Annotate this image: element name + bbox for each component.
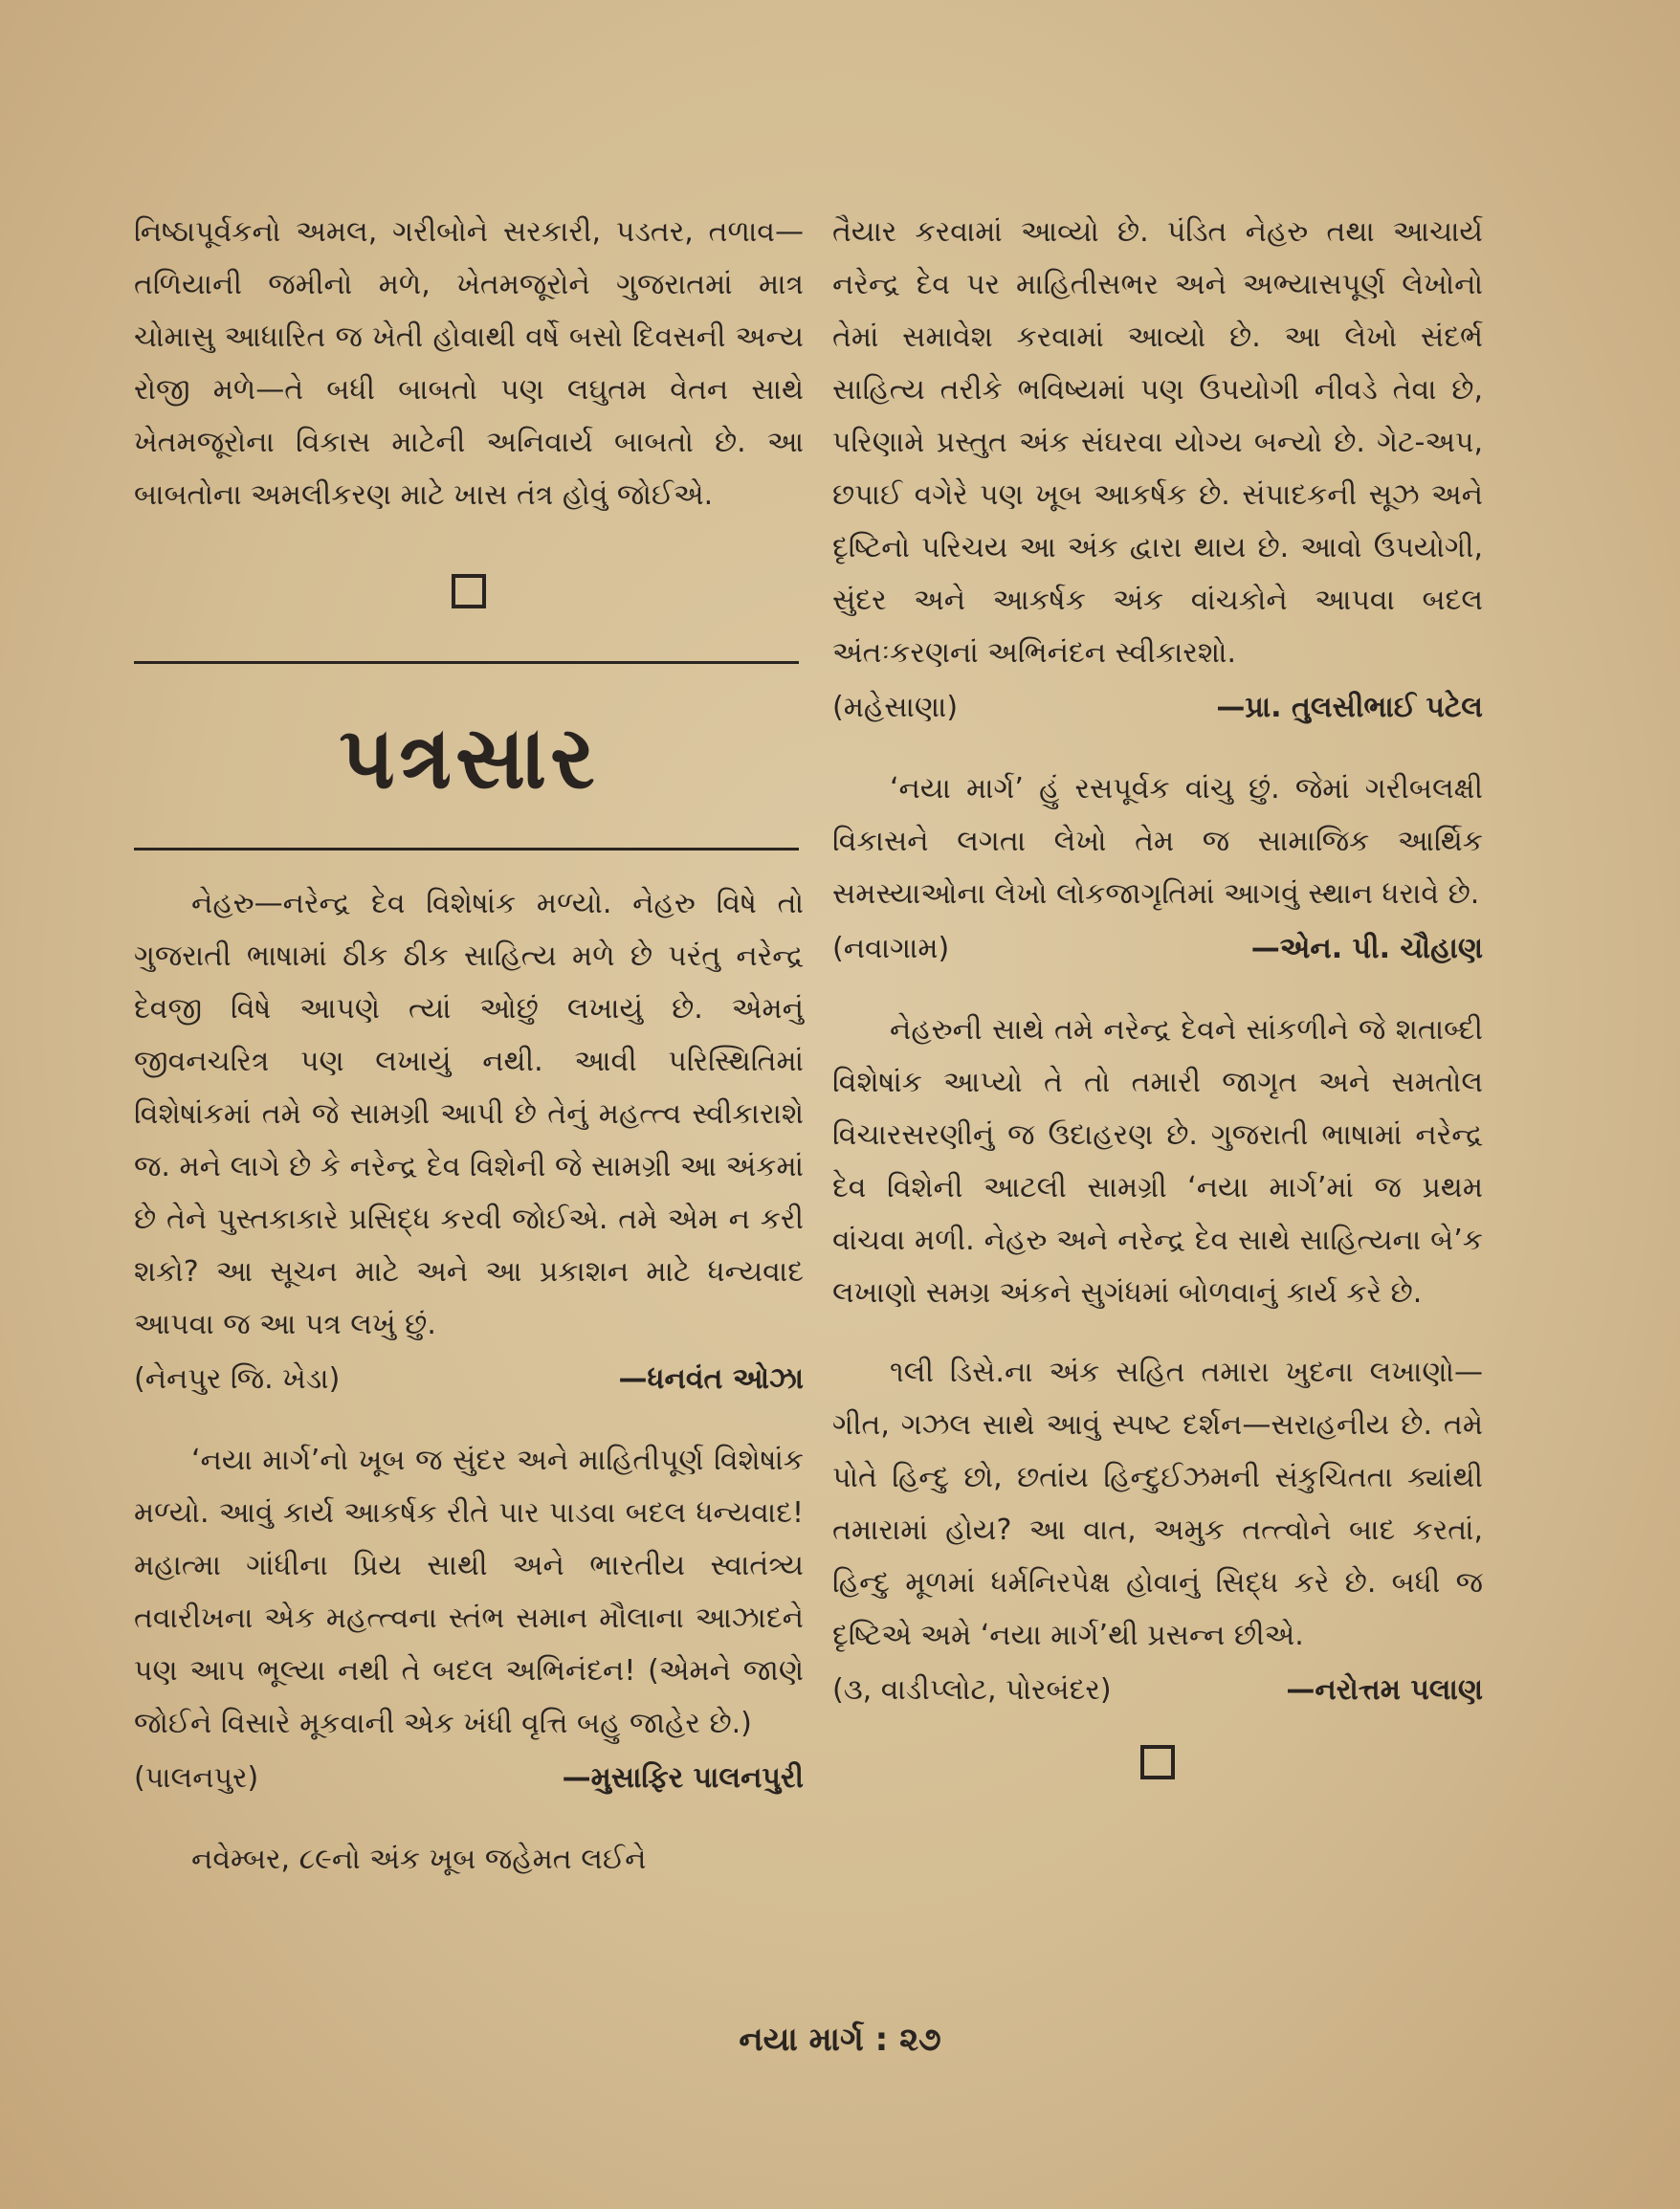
letter-paragraph: નવેમ્બર, ૮૯નો અંક ખૂબ જહેમત લઈને (191, 1843, 647, 1876)
intro-paragraph: નિષ્ઠાપૂર્વકનો અમલ, ગરીબોને સરકારી, પડતર, તળાવ—તળિયાની જમીનો મળે, ખેતમજૂરોને ગુજરાતમાં માત્ર ચોમાસુ આધારિત જ ખેતી હોવાથી વર્ષે બસો દિવસની અન્ય રોજી મળે—તે બધી બાબતો પણ લઘુતમ વેતન સાથે ખેતમજૂરોના વિકાસ માટેની અનિવાર્ય બાબતો છે. આ બાબતોના અમલીકરણ માટે ખાસ તંત્ર હોવું જોઈએ. (134, 215, 804, 512)
signature-name: —પ્રા. તુલસીભાઈ પટેલ (1216, 691, 1483, 724)
letter-signature (832, 1664, 1483, 1716)
signature-place: (નવાગામ) (832, 932, 950, 965)
signature-place: (નેનપુર જિ. ખેડા) (134, 1362, 341, 1396)
signature-place: (મહેસાણા) (832, 691, 959, 724)
letter-paragraph: નેહરુ—નરેન્દ્ર દેવ વિશેષાંક મળ્યો. નેહરુ વિષે તો ગુજરાતી ભાષામાં ઠીક ઠીક સાહિત્ય મળે છે પરંતુ નરેન્દ્ર દેવજી વિષે આપણે ત્યાં ઓછું લખાયું છે. એમનું જીવનચરિત્ર પણ લખાયું નથી. આવી પરિસ્થિતિમાં વિશેષાંકમાં તમે જે સામગ્રી આપી છે તેનું મહત્ત્વ સ્વીકારાશે જ. મને લાગે છે કે નરેન્દ્ર દેવ વિશેની જે સામગ્રી આ અંકમાં છે તેને પુસ્તકાકારે પ્રસિદ્ધ કરવી જોઈએ. તમે એમ ન કરી શકો? આ સૂચન માટે અને આ પ્રકાશન માટે ધન્યવાદ આપવા જ આ પત્ર લખું છું. (134, 887, 804, 1341)
left-column (134, 206, 804, 1886)
letter-paragraph: નેહરુની સાથે તમે નરેન્દ્ર દેવને સાંકળીને જે શતાબ્દી વિશેષાંક આપ્યો તે તો તમારી જાગૃત અને સમતોલ વિચારસરણીનું જ ઉદાહરણ છે. ગુજરાતી ભાષામાં નરેન્દ્ર દેવ વિશેની આટલી સામગ્રી ‘નયા માર્ગ’માં જ પ્રથમ વાંચવા મળી. નેહરુ અને નરેન્દ્ર દેવ સાથે સાહિત્યના બે’ક લખાણો સમગ્ર અંકને સુગંધમાં બોળવાનું કાર્ય કરે છે. (832, 1013, 1483, 1310)
letter-signature (832, 922, 1483, 975)
signature-name: —નરોત્તમ પલાણ (1286, 1673, 1483, 1707)
section-end-square (452, 574, 486, 608)
letter-paragraph: તૈયાર કરવામાં આવ્યો છે. પંડિત નેહરુ તથા આચાર્ય નરેન્દ્ર દેવ પર માહિતીસભર અને અભ્યાસપૂર્ણ લેખોનો તેમાં સમાવેશ કરવામાં આવ્યો છે. આ લેખો સંદર્ભ સાહિત્ય તરીકે ભવિષ્યમાં પણ ઉપયોગી નીવડે તેવા છે, પરિણામે પ્રસ્તુત અંક સંઘરવા યોગ્ય બન્યો છે. ગેટ-અપ, છપાઈ વગેરે પણ ખૂબ આકર્ષક છે. સંપાદકની સૂઝ અને દૃષ્ટિનો પરિચય આ અંક દ્વારા થાય છે. આવો ઉપયોગી, સુંદર અને આકર્ષક અંક વાંચકોને આપવા બદલ અંતઃકરણનાં અભિનંદન સ્વીકારશો. (832, 215, 1483, 670)
section-heading: પત્રસાર (339, 707, 599, 808)
letter-signature (832, 681, 1483, 734)
signature-place: (પાલનપુર) (134, 1761, 259, 1795)
signature-name: —ધનવંત ઓઝા (618, 1362, 804, 1396)
signature-name: —એન. પી. ચૌહાણ (1250, 932, 1483, 965)
heading-rule-top (134, 661, 799, 664)
letter-paragraph: ૧લી ડિસે.ના અંક સહિત તમારા ખુદના લખાણો—ગીત, ગઝલ સાથે આવું સ્પષ્ટ દર્શન—સરાહનીય છે. તમે પોતે હિન્દુ છો, છતાંય હિન્દુઈઝમની સંકુચિતતા ક્યાંથી તમારામાં હોય? આ વાત, અમુક તત્ત્વોને બાદ કરતાં, હિન્દુ મૂળમાં ધર્મનિરપેક્ષ હોવાનું સિદ્ધ કરે છે. બધી જ દૃષ્ટિએ અમે ‘નયા માર્ગ’થી પ્રસન્ન છીએ. (832, 1356, 1483, 1652)
page-footer: નયા માર્ગ : ૨૭ (739, 2021, 941, 2059)
letter-paragraph: ‘નયા માર્ગ’નો ખૂબ જ સુંદર અને માહિતીપૂર્ણ વિશેષાંક મળ્યો. આવું કાર્ય આકર્ષક રીતે પાર પાડવા બદલ ધન્યવાદ! મહાત્મા ગાંધીના પ્રિય સાથી અને ભારતીય સ્વાતંત્ર્ય તવારીખના એક મહત્ત્વના સ્તંભ સમાન મૌલાના આઝાદને પણ આપ ભૂલ્યા નથી તે બદલ અભિનંદન! (એમને જાણે જોઈને વિસારે મૂકવાની એક ખંધી વૃત્તિ બહુ જાહેર છે.) (134, 1444, 804, 1740)
signature-place: (૩, વાડીપ્લોટ, પોરબંદર) (832, 1673, 1112, 1707)
section-end-square (1140, 1745, 1175, 1779)
letter-signature (134, 1353, 804, 1405)
letter-signature (134, 1752, 804, 1804)
right-column (832, 206, 1483, 1832)
letter-paragraph: ‘નયા માર્ગ’ હું રસપૂર્વક વાંચુ છું. જેમાં ગરીબલક્ષી વિકાસને લગતા લેખો તેમ જ સામાજિક આર્થિક સમસ્યાઓના લેખો લોકજાગૃતિમાં આગવું સ્થાન ધરાવે છે. (832, 772, 1483, 911)
signature-name: —મુસાફિર પાલનપુરી (562, 1761, 804, 1795)
